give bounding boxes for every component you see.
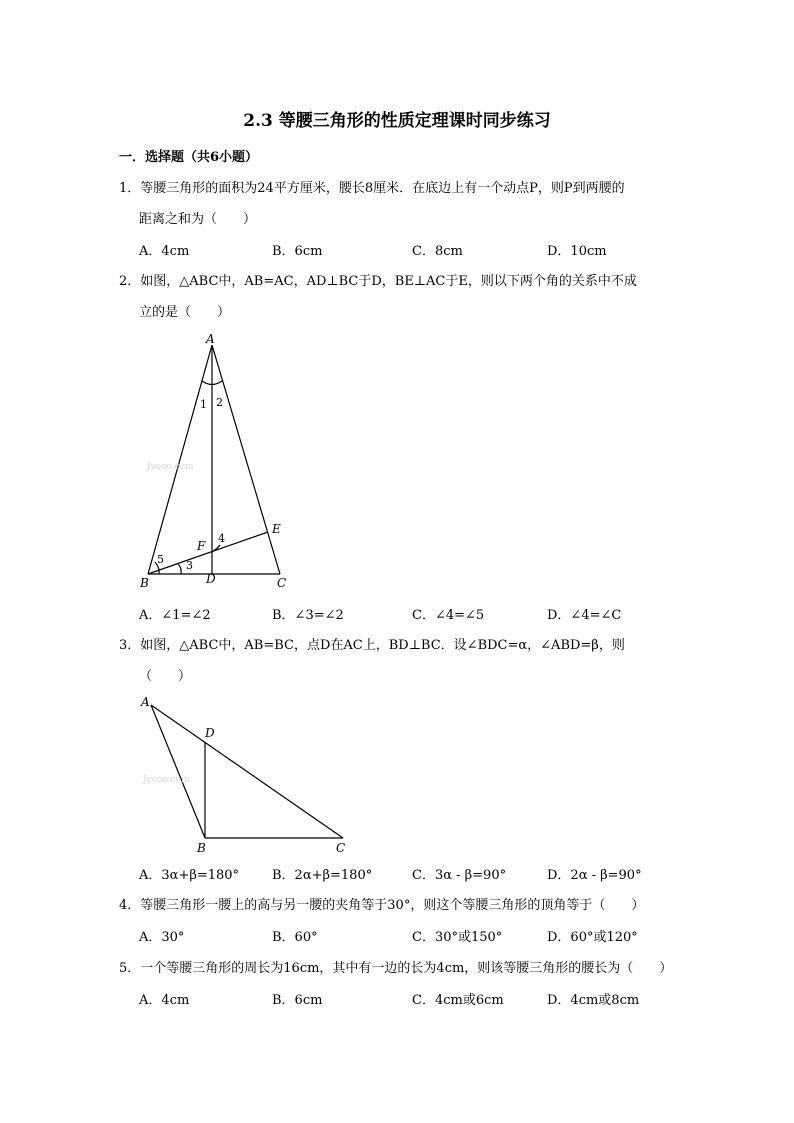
q4-option-c[interactable]: C．30°或150° bbox=[412, 930, 503, 945]
q2-angle-4: 4 bbox=[218, 532, 225, 545]
q2-option-c[interactable]: C．∠4=∠5 bbox=[412, 608, 485, 623]
q2-text-line2: 立的是（ ） bbox=[139, 305, 231, 320]
q3-text-line1: 3．如图，△ABC中，AB=BC，点D在AC上，BD⊥BC．设∠BDC=α，∠ABD=β，则 bbox=[119, 638, 625, 653]
q2-option-b[interactable]: B．∠3=∠2 bbox=[272, 608, 344, 623]
q5-option-b[interactable]: B．6cm bbox=[272, 993, 323, 1008]
q3-option-d[interactable]: D．2α - β=90° bbox=[547, 868, 642, 883]
q2-text-line1: 2．如图，△ABC中，AB=AC，AD⊥BC于D，BE⊥AC于E，则以下两个角的关系中不成 bbox=[119, 274, 637, 289]
page-title: 2.3 等腰三角形的性质定理课时同步练习 bbox=[243, 111, 551, 131]
q5-text-line1: 5．一个等腰三角形的周长为16cm，其中有一边的长为4cm，则该等腰三角形的腰长为（ ） bbox=[119, 961, 673, 976]
q2-label-c: C bbox=[277, 576, 287, 590]
q4-option-b[interactable]: B．60° bbox=[272, 930, 318, 945]
q3-watermark: Jyeoo.com bbox=[143, 775, 190, 785]
q1-option-d[interactable]: D．10cm bbox=[547, 244, 607, 259]
section-heading: 一．选择题（共6小题） bbox=[119, 150, 259, 165]
q3-label-d: D bbox=[205, 726, 215, 740]
q2-label-e: E bbox=[272, 522, 281, 536]
q3-text-line2: （ ） bbox=[139, 669, 192, 684]
q2-label-b: B bbox=[140, 576, 149, 590]
q5-option-d[interactable]: D．4cm或8cm bbox=[547, 993, 640, 1008]
q2-label-d: D bbox=[206, 572, 216, 586]
q4-text-line1: 4．等腰三角形一腰上的高与另一腰的夹角等于30°，则这个等腰三角形的顶角等于（ ） bbox=[119, 898, 645, 913]
q3-side-ab bbox=[151, 705, 205, 838]
q4-option-d[interactable]: D．60°或120° bbox=[547, 930, 638, 945]
q3-option-c[interactable]: C．3α - β=90° bbox=[412, 868, 507, 883]
q3-side-ac bbox=[151, 705, 343, 838]
q3-option-a[interactable]: A．3α+β=180° bbox=[139, 868, 240, 883]
q1-option-a[interactable]: A．4cm bbox=[139, 244, 190, 259]
q1-text-line1: 1．等腰三角形的面积为24平方厘米，腰长8厘米．在底边上有一个动点P，则P到两腰的 bbox=[119, 181, 625, 196]
q1-option-c[interactable]: C．8cm bbox=[412, 244, 463, 259]
q2-label-a: A bbox=[206, 332, 215, 346]
q3-option-b[interactable]: B．2α+β=180° bbox=[272, 868, 373, 883]
q2-option-d[interactable]: D．∠4=∠C bbox=[547, 608, 622, 623]
q4-option-a[interactable]: A．30° bbox=[139, 930, 185, 945]
q2-watermark: Jyeoo.com bbox=[147, 462, 194, 472]
q3-label-b: B bbox=[197, 841, 206, 855]
q5-option-a[interactable]: A．4cm bbox=[139, 993, 190, 1008]
q1-option-b[interactable]: B．6cm bbox=[272, 244, 323, 259]
q2-angle-5: 5 bbox=[157, 553, 164, 566]
q2-angle-3: 3 bbox=[186, 559, 193, 572]
q3-label-a: A bbox=[141, 695, 150, 709]
q2-option-a[interactable]: A．∠1=∠2 bbox=[139, 608, 211, 623]
q3-label-c: C bbox=[336, 841, 346, 855]
q2-label-f: F bbox=[197, 539, 206, 553]
q5-option-c[interactable]: C．4cm或6cm bbox=[412, 993, 504, 1008]
q2-angle-2: 2 bbox=[216, 396, 223, 409]
q1-text-line2: 距离之和为（ ） bbox=[139, 212, 257, 227]
q2-angle-1: 1 bbox=[200, 398, 207, 411]
